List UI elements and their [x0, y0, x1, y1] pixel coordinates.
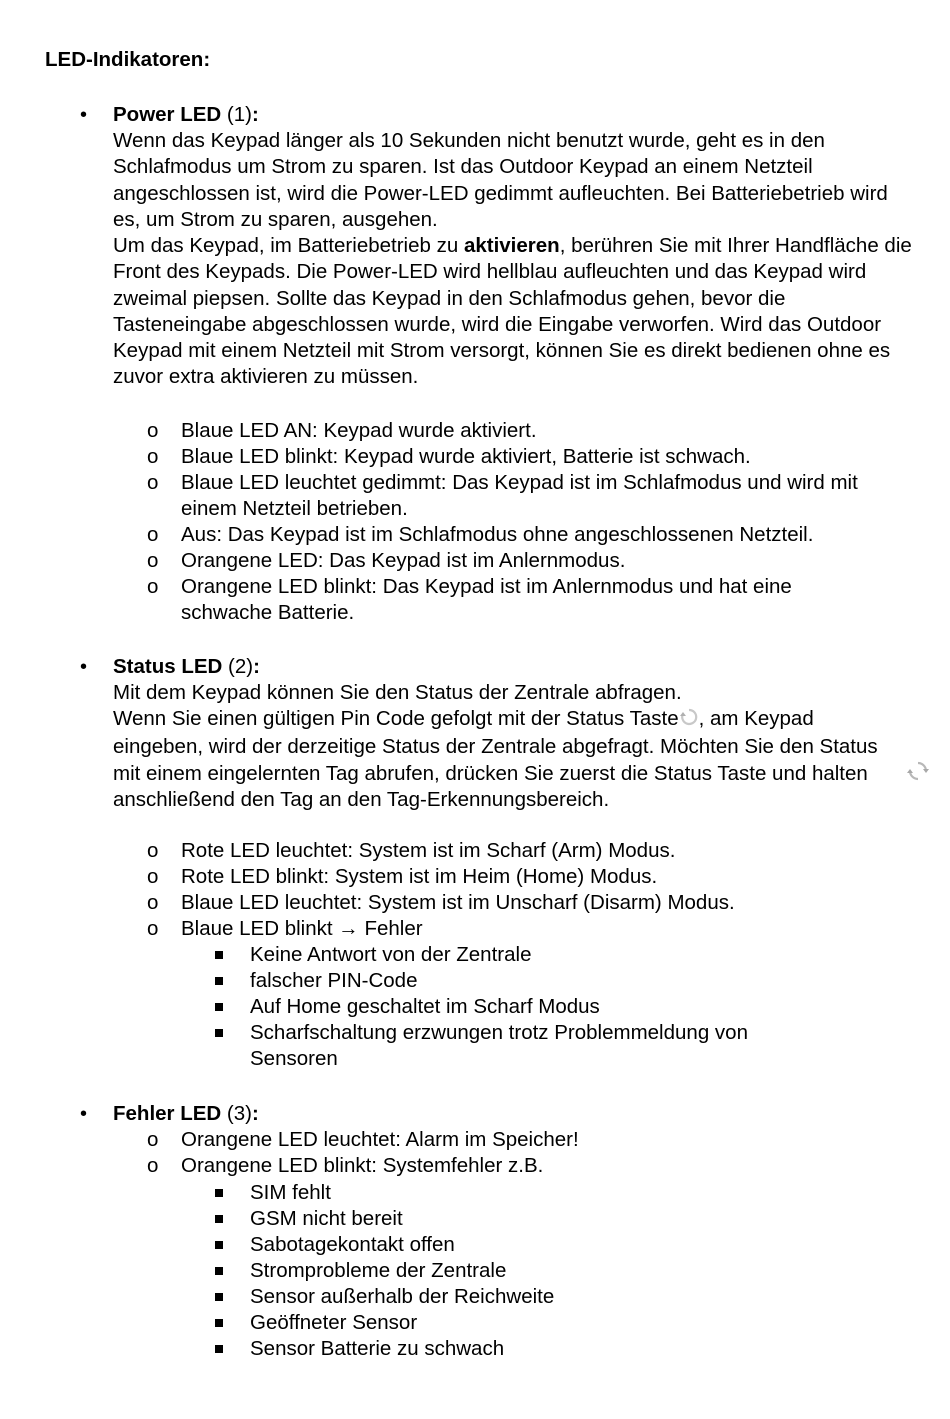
power-title: Power LED — [113, 103, 222, 126]
status-number: (2) — [222, 655, 254, 678]
power-p2-start: Um das Keypad, im Batteriebetrieb zu — [113, 234, 464, 257]
document-page: LED-Indikatoren: • Power LED (1): Wenn das Keypad länger als 10 Sekunden nicht benutzt wurde, geht es in den Schlafmodus um Strom zu sparen. Ist das Outdoor Keypad an einem Netzteil angeschlossen ist, wird die Power-LED gedimmt aufleuchten. Bei Batteriebetrieb wird es, um Strom zu sparen, ausgehen. Um das Keypad, im Batteriebetrieb zu aktivieren, berühren Sie mit Ihrer Handfläche die Front des Keypads. Die Power-LED wird hellblau aufleuchten und das Keypad wird zweimal piepsen. Sollte das Keypad in den Schlafmodus gehen, bevor die Tasteneingabe abgeschlossen wurde, wird die Eingabe verworfen. Wird das Outdoor Keypad mit einem Netzteil mit Strom versorgt, können Sie es direkt bedienen ohne es zuvor extra aktivieren zu müssen. o Blaue LED AN: Keypad wurde aktiviert. o Blaue LED blinkt: Keypad wurde aktiviert, Batterie ist schwach. o Blaue LED leuchtet gedimmt: Das Keypad ist im Schlafmodus und wird mit einem Netzteil betrieben. o Aus: Das Keypad ist im Schlafmodus ohne angeschlossenen Netzteil. o Orangene LED: Das Keypad ist im Anlernmodus. o Orangene LED blinkt: Das Keypad ist im Anlernmodus und hat eine schwache Batterie. • Status LED (2): Mit dem Keypad können Sie den Status der Zentrale abfragen. Wenn Sie einen gültigen Pin Code gefolgt mit der Status Taste , am Keypad eingeben, wird der derzeitige Status der Zentrale abgefragt. Möchten Sie den Status mit einem eingelernten Tag abrufen, drücken Sie zuerst die Status Taste und halten anschließend den Tag an den Tag-Erkennungsbereich. o Rote LED leuchtet: System ist im Scharf (Arm) Modus. o Rote LED blinkt: System ist im Heim (Home) Modus. o Blaue LED leuchtet: System ist im Unscharf (Disarm) Modus. o Blaue LED blinkt → Fehler Keine Antwort von der Zentrale falscher PIN-Code Auf Home geschaltet im Scharf Modus Scharfschaltung erzwungen trotz Problemmeldung von Sensoren • Fehler LED (3): o Orangene LED leuchtet: Alarm im Speicher! o Orangene LED blinkt: Systemfehler z.B. SIM fehlt GSM nicht bereit Sabotagekontakt offen Stromprobleme der Zentrale Sensor außerhalb der Reichweite Geöffneter Sensor Sensor Batterie zu schwach — [0, 0, 950, 1419]
bullet-status: • — [80, 656, 88, 678]
status-p2-start: Wenn Sie einen gültigen Pin Code gefolgt mit der Status Taste — [113, 707, 679, 730]
status-p2-end: , am Keypad eingeben, wird der derzeitige Status der Zentrale abgefragt. Möchten Sie den Status mit einem eingelernten Tag abrufen, drücken Sie zuerst die Status Taste und halten anschließend den Tag an den Tag-Erkennungsbereich. — [113, 707, 878, 811]
status-title: Status LED — [113, 655, 223, 678]
section-title-power — [113, 102, 259, 128]
fehler-colon: : — [251, 1102, 259, 1125]
fehler-title: Fehler LED — [113, 1102, 222, 1125]
power-p2-end: , berühren Sie mit Ihrer Handfläche die Front des Keypads. Die Power-LED wird hellblau aufleuchten und das Keypad wird zweimal piepsen. Sollte das Keypad in den Schlafmodus gehen, bevor die Tasteneingabe abgeschlossen wurde, wird die Eingabe verworfen. Wird das Outdoor Keypad mit einem Netzteil mit Strom versorgt, können Sie es direkt bedienen ohne es zuvor extra aktivieren zu müssen. — [113, 234, 912, 389]
refresh-icon — [907, 760, 929, 789]
bullet-power: • — [80, 104, 88, 126]
status-colon: : — [253, 655, 260, 678]
bullet-fehler: • — [80, 1103, 88, 1125]
page-heading: LED-Indikatoren: — [45, 48, 211, 71]
fehler-number: (3) — [221, 1102, 252, 1125]
power-paragraph-1: Wenn das Keypad länger als 10 Sekunden nicht benutzt wurde, geht es in den Schlafmodus um Strom zu sparen. Ist das Outdoor Keypad an einem Netzteil angeschlossen ist, wird die Power-LED gedimmt aufleuchten. Bei Batteriebetrieb wird es, um Strom zu sparen, ausgehen. — [113, 129, 888, 231]
power-colon: : — [251, 103, 259, 126]
power-number: (1) — [221, 103, 252, 126]
status-paragraph-2 — [113, 706, 903, 813]
section-title-fehler — [113, 1101, 259, 1127]
refresh-icon — [679, 707, 699, 734]
section-title-status — [113, 654, 260, 680]
status-paragraph-1: Mit dem Keypad können Sie den Status der Zentrale abfragen. — [113, 681, 682, 704]
power-paragraph-2 — [113, 233, 913, 391]
power-p2-bold: aktivieren — [463, 234, 560, 257]
